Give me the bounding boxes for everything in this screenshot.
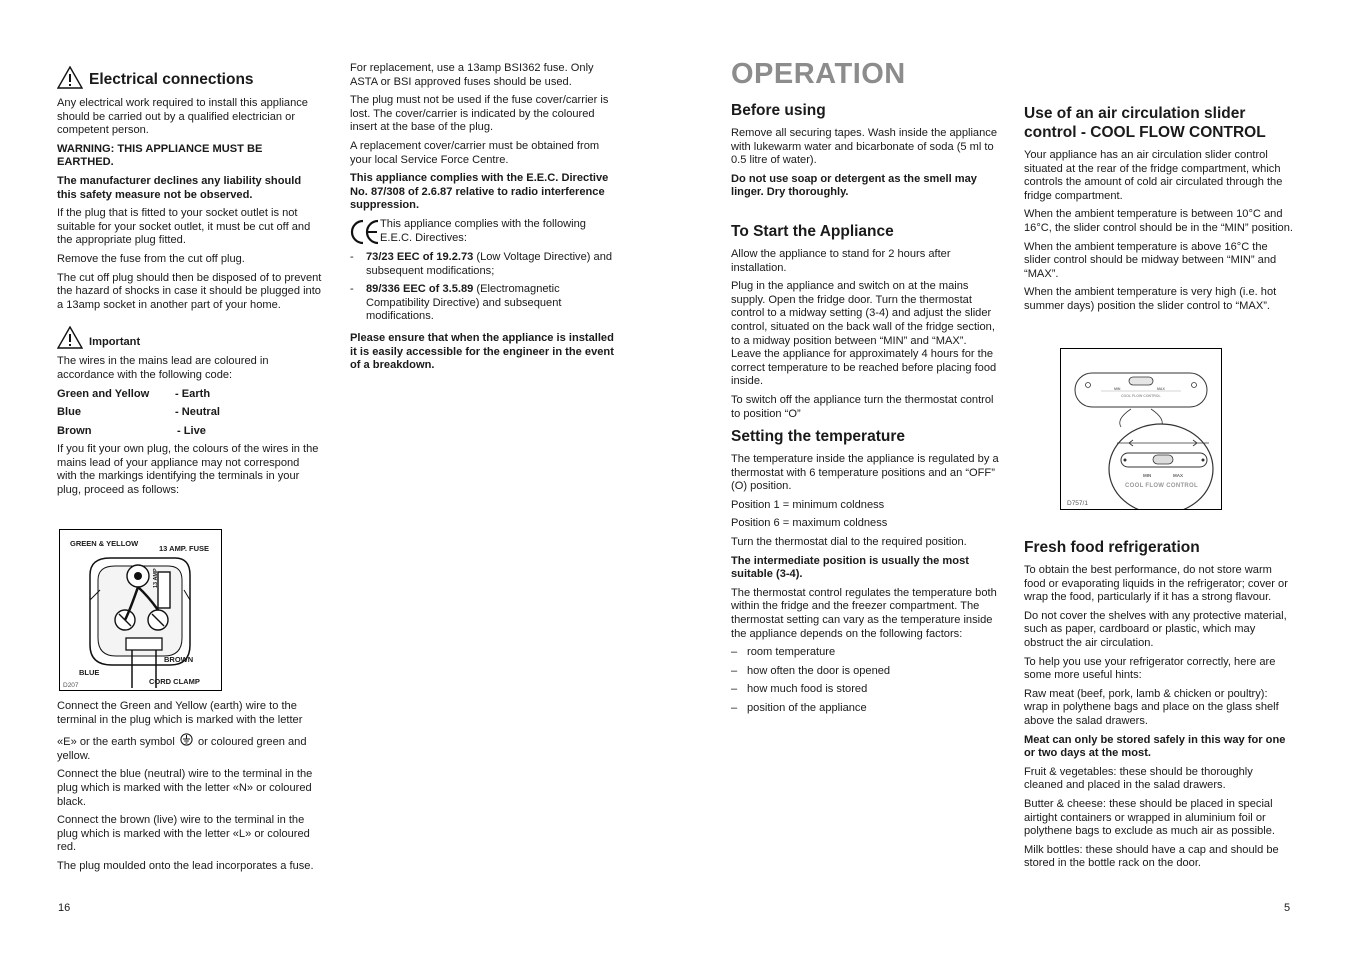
important-title: Important	[89, 335, 141, 348]
paragraph: When the ambient temperature is between 10°C and 16°C, the slider control should be in the “MIN” position.	[1024, 208, 1293, 234]
paragraph: The plug must not be used if the fuse cover/carrier is lost. The cover/carrier is indicated by the coloured insert at the base of the plug.	[350, 94, 609, 134]
earth-symbol-icon	[180, 733, 193, 746]
page-number-left: 16	[58, 902, 71, 914]
directive-text: (Electromagnetic Compatibility Directive) and subsequent modifications.	[366, 283, 562, 323]
label-max: MAX	[1173, 473, 1183, 478]
ce-block	[350, 218, 620, 246]
wire-code-row	[57, 388, 322, 402]
plug-wiring-figure	[59, 529, 222, 691]
section-title: Setting the temperature	[731, 428, 905, 446]
directive-list	[350, 251, 620, 324]
paragraph-bold: Meat can only be stored safely in this way for one or two days at the most.	[1024, 733, 1286, 760]
label-fuse: 13 AMP. FUSE	[159, 544, 210, 553]
paragraph: To obtain the best performance, do not store warm food or evaporating liquids in the refrigerator; cover or wrap the food, particularly if it has a strong flavour.	[1024, 564, 1288, 604]
paragraph: The wires in the mains lead are coloured in accordance with the following code:	[57, 355, 269, 381]
earth-text-a: Connect the Green and Yellow (earth) wire to the terminal in the plug which is marked with the letter	[57, 700, 303, 726]
paragraph: Position 6 = maximum coldness	[731, 517, 888, 530]
page-title: OPERATION	[731, 58, 906, 90]
wire-meaning: - Earth	[175, 387, 211, 400]
left-column-2	[350, 62, 620, 378]
directive-code: 89/336 EEC of 3.5.89	[366, 283, 474, 296]
paragraph: Remove the fuse from the cut off plug.	[57, 252, 245, 265]
left-column-1	[57, 66, 322, 503]
label-cool-flow: COOL FLOW CONTROL	[1125, 483, 1198, 489]
section-title: Before using	[731, 102, 826, 119]
warning-icon	[57, 66, 83, 89]
paragraph: Turn the thermostat dial to the required position.	[731, 536, 967, 549]
label-green-yellow: GREEN & YELLOW	[70, 539, 139, 548]
heading-line: control - COOL FLOW CONTROL	[1024, 124, 1266, 141]
paragraph: The plug moulded onto the lead incorporates a fuse.	[57, 859, 314, 872]
paragraph: If the plug that is fitted to your socket outlet is not suitable for your socket outlet, it must be cut off and the appropriate plug fitted.	[57, 207, 311, 247]
right-column-2	[1024, 104, 1294, 319]
paragraph: If you fit your own plug, the colours of the wires in the mains lead of your appliance may not correspond with the markings identifying the terminals in your plug, proceed as follows:	[57, 443, 319, 497]
label-blue: BLUE	[79, 668, 100, 677]
electrical-heading	[57, 66, 322, 89]
factor-list	[731, 646, 999, 715]
list-item: – how much food is stored	[731, 683, 999, 697]
section-title: Fresh food refrigeration	[1024, 539, 1200, 556]
wire-color: Brown	[57, 424, 92, 437]
paragraph: Connect the brown (live) wire to the terminal in the plug which is marked with the letter «L» or coloured red.	[57, 814, 310, 854]
paragraph: Your appliance has an air circulation slider control situated at the rear of the fridge compartment, which controls the amount of cold air circulated through the fridge compartment.	[1024, 149, 1283, 202]
paragraph: To switch off the appliance turn the thermostat control to position “O”	[731, 393, 994, 420]
right-column-1	[731, 101, 999, 721]
list-item: – position of the appliance	[731, 702, 999, 716]
label-fuse-small: 13 AMP	[153, 568, 159, 588]
label-min: MIN	[1143, 473, 1152, 478]
directive-statement: This appliance complies with the E.E.C. Directive No. 87/308 of 2.6.87 relative to radio interference suppression.	[350, 172, 609, 212]
left-column-1-lower	[57, 700, 322, 879]
earth-text-c: or coloured green and yellow.	[57, 736, 307, 762]
list-item	[350, 251, 620, 278]
directive-code: 73/23 EEC of 19.2.73	[366, 250, 474, 263]
paragraph: Do not cover the shelves with any protective material, such as paper, cardboard or plastic, which may obstruct the air circulation.	[1024, 609, 1287, 649]
important-heading	[57, 326, 322, 349]
page-number-right: 5	[1284, 902, 1291, 914]
liability-text: The manufacturer declines any liability should this safety measure not be observed.	[57, 174, 302, 201]
label-cool-flow-small: COOL FLOW CONTROL	[1121, 394, 1161, 398]
paragraph: Fruit & vegetables: these should be thoroughly cleaned and placed in the salad drawers.	[1024, 765, 1253, 792]
warning-text: WARNING: THIS APPLIANCE MUST BE EARTHED.	[57, 142, 263, 169]
wire-code-row	[57, 406, 322, 420]
ce-mark-icon	[350, 218, 380, 246]
ce-description: This appliance complies with the following E.E.C. Directives:	[380, 217, 586, 244]
figure-code: D207	[63, 682, 79, 689]
paragraph: Butter & cheese: these should be placed in special airtight containers or wrapped in aluminium foil or polythene bags to exclude as much air as possible.	[1024, 797, 1275, 838]
paragraph: Any electrical work required to install this appliance should be carried out by a qualified electrician or competent person.	[57, 97, 308, 137]
directive-text: (Low Voltage Directive) and subsequent modifications;	[366, 250, 613, 277]
wire-color: Blue	[57, 406, 82, 419]
paragraph: To help you use your refrigerator correctly, here are some more useful hints:	[1024, 655, 1276, 682]
paragraph: For replacement, use a 13amp BSI362 fuse. Only ASTA or BSI approved fuses should be used.	[350, 62, 594, 88]
label-max-small: MAX	[1157, 387, 1165, 391]
list-item: – room temperature	[731, 646, 999, 660]
section-title: To Start the Appliance	[731, 222, 894, 240]
paragraph: Remove all securing tapes. Wash inside the appliance with lukewarm water and bicarbonate of soda (5 ml to 0.5 litre of water).	[731, 127, 997, 167]
paragraph	[57, 700, 322, 727]
section-title	[1024, 104, 1294, 142]
label-brown: BROWN	[164, 655, 194, 664]
paragraph-bold: The intermediate position is usually the most suitable (3-4).	[731, 554, 969, 581]
label-min-small: MIN	[1114, 387, 1121, 391]
paragraph: The cut off plug should then be disposed of to prevent the hazard of shocks in case it should be plugged into a 13amp socket in another part of your home.	[57, 271, 322, 311]
list-item: – how often the door is opened	[731, 665, 999, 679]
paragraph: Position 1 = minimum coldness	[731, 498, 885, 511]
warning-icon	[57, 326, 83, 349]
paragraph-bold: Do not use soap or detergent as the smell may linger. Dry thoroughly.	[731, 172, 977, 199]
paragraph: The temperature inside the appliance is regulated by a thermostat with 6 temperature positions and an “OFF” (O) position.	[731, 453, 999, 493]
paragraph: When the ambient temperature is very high (i.e. hot summer days) position the slider control to “MAX”.	[1024, 286, 1277, 312]
right-column-2-lower	[1024, 538, 1294, 876]
paragraph: The thermostat control regulates the temperature both within the fridge and the freezer compartment. The thermostat setting can vary as the temperature inside the appliance depends on the following factors:	[731, 586, 997, 640]
plug-diagram	[60, 530, 221, 690]
list-item	[350, 283, 620, 324]
wire-meaning: - Neutral	[175, 406, 220, 419]
paragraph: Raw meat (beef, pork, lamb & chicken or poultry): wrap in polythene bags and place on the glass shelf above the salad drawers.	[1024, 687, 1279, 727]
figure-code: D757/1	[1067, 500, 1088, 507]
paragraph: Allow the appliance to stand for 2 hours after installation.	[731, 247, 951, 274]
wire-color: Green and Yellow	[57, 387, 150, 400]
paragraph: A replacement cover/carrier must be obtained from your local Service Force Centre.	[350, 139, 600, 166]
paragraph	[57, 733, 322, 763]
cool-flow-figure	[1060, 348, 1222, 510]
accessibility-note: Please ensure that when the appliance is installed it is easily accessible for the engineer in the event of a breakdown.	[350, 331, 614, 372]
paragraph: When the ambient temperature is above 16°C the slider control should be midway between “MIN” and “MAX”.	[1024, 240, 1277, 280]
paragraph: Milk bottles: these should have a cap and should be stored in the bottle rack on the door.	[1024, 843, 1279, 870]
paragraph: Plug in the appliance and switch on at the mains supply. Open the fridge door. Turn the thermostat control to a midway setting (3-4) and adjust the slider control, situated on the back wall of the fridge section, to a midway position between “MIN” and “MAX”. Leave the appliance for approximately 4 hours for the correct temperature to be reached before placing food inside.	[731, 280, 997, 388]
label-cord-clamp: CORD CLAMP	[149, 677, 200, 686]
wire-meaning: - Live	[177, 424, 206, 437]
earth-text-b: «E» or the earth symbol	[57, 736, 175, 749]
paragraph: Connect the blue (neutral) wire to the terminal in the plug which is marked with the letter «N» or coloured black.	[57, 768, 313, 808]
wire-code-row	[57, 425, 322, 439]
heading-line: Use of an air circulation slider	[1024, 105, 1246, 122]
section-title: Electrical connections	[89, 71, 254, 88]
